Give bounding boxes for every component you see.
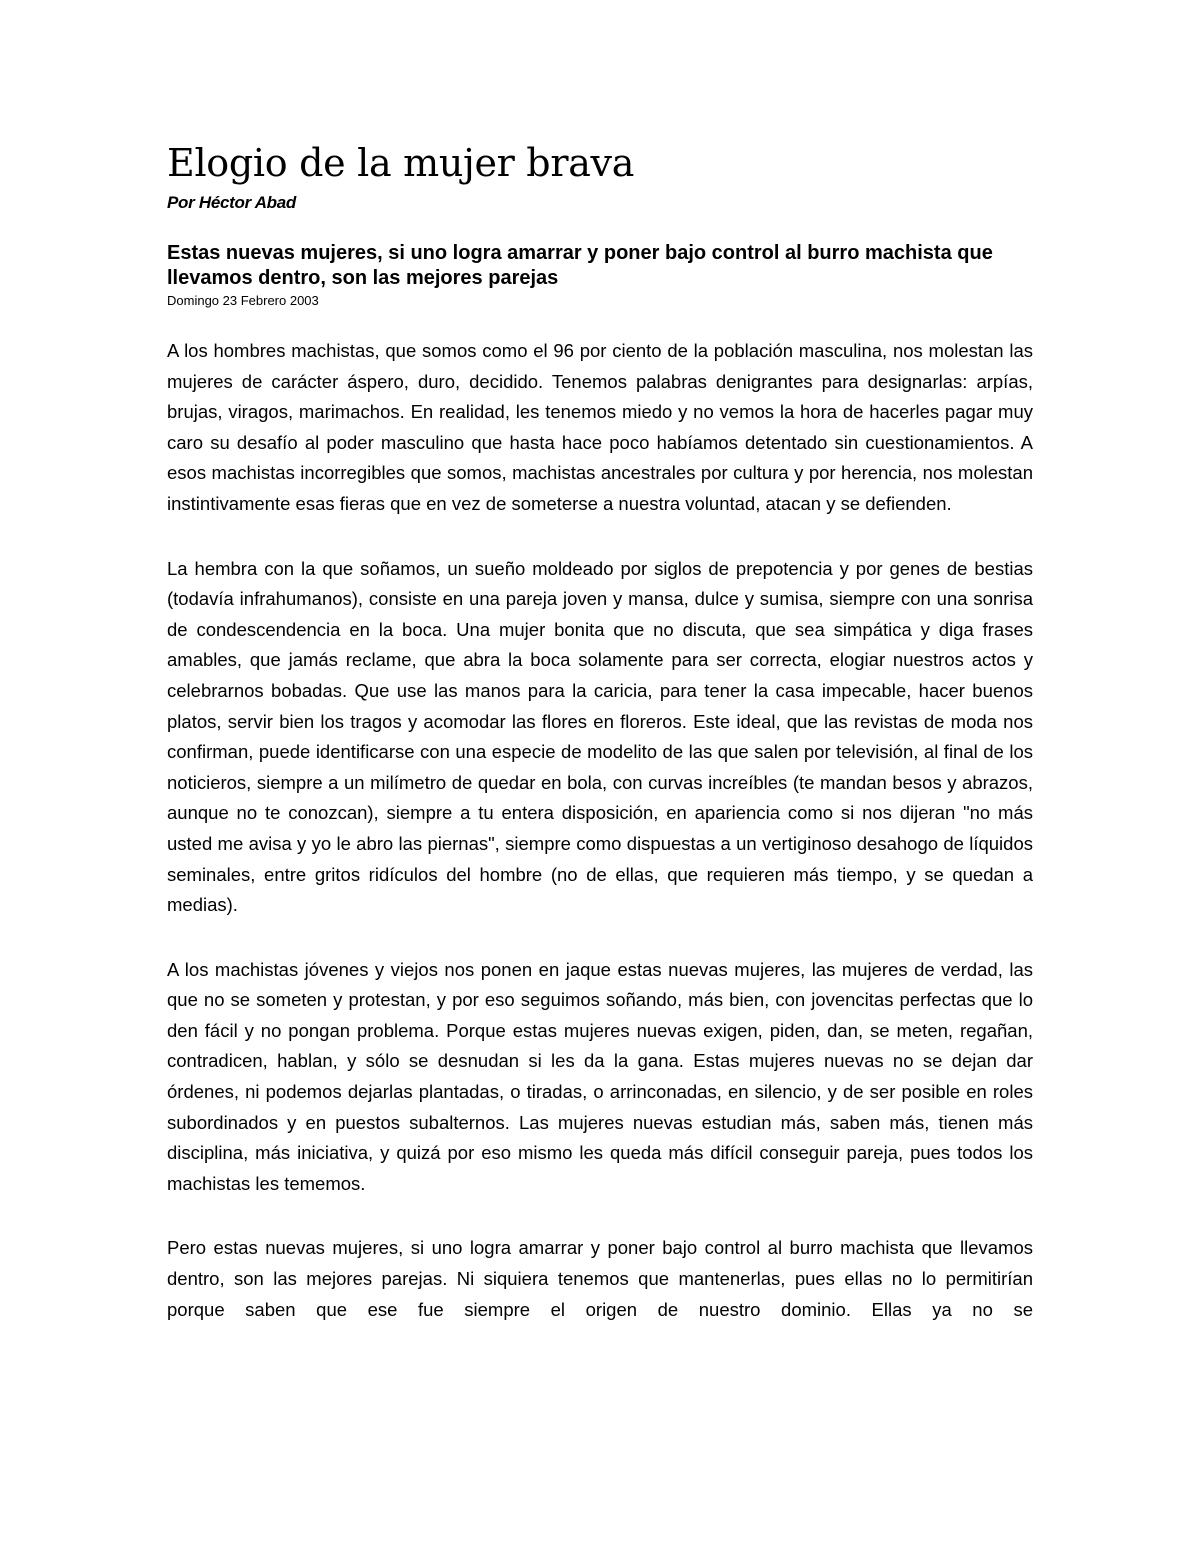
article-subtitle: Estas nuevas mujeres, si uno logra amarrar y poner bajo control al burro machista que llevamos dentro, son las mejores parejas <box>167 242 993 289</box>
document-page <box>167 140 1033 1325</box>
article-title: Elogio de la mujer brava <box>167 141 635 185</box>
paragraph-1: A los hombres machistas, que somos como el 96 por ciento de la población masculina, nos molestan las mujeres de carácter áspero, duro, decidido. Tenemos palabras denigrantes para designarlas: arpías, brujas, viragos, marimachos. En realidad, les tenemos miedo y no vemos la hora de hacerles pagar muy caro su desafío al poder masculino que hasta hace poco habíamos detentado sin cuestionamientos. A esos machistas incorregibles que somos, machistas ancestrales por cultura y por herencia, nos molestan instintivamente esas fieras que en vez de someterse a nuestra voluntad, atacan y se defienden. <box>167 340 1033 514</box>
article-date: Domingo 23 Febrero 2003 <box>167 293 319 308</box>
paragraph-2: La hembra con la que soñamos, un sueño moldeado por siglos de prepotencia y por genes de bestias (todavía infrahumanos), consiste en una pareja joven y mansa, dulce y sumisa, siempre con una sonrisa de condescendencia en la boca. Una mujer bonita que no discuta, que sea simpática y diga frases amables, que jamás reclame, que abra la boca solamente para ser correcta, elogiar nuestros actos y celebrarnos bobadas. Que use las manos para la caricia, para tener la casa impecable, hacer buenos platos, servir bien los tragos y acomodar las flores en floreros. Este ideal, que las revistas de moda nos confirman, puede identificarse con una especie de modelito de las que salen por televisión, al final de los noticieros, siempre a un milímetro de quedar en bola, con curvas increíbles (te mandan besos y abrazos, aunque no te conozcan), siempre a tu entera disposición, en apariencia como si nos dijeran "no más usted me avisa y yo le abro las piernas", siempre como dispuestas a un vertiginoso desahogo de líquidos seminales, entre gritos ridículos del hombre (no de ellas, que requieren más tiempo, y se quedan a medias). <box>167 557 1033 916</box>
paragraph-3: A los machistas jóvenes y viejos nos ponen en jaque estas nuevas mujeres, las mujeres de verdad, las que no se someten y protestan, y por eso seguimos soñando, más bien, con jovencitas perfectas que lo den fácil y no pongan problema. Porque estas mujeres nuevas exigen, piden, dan, se meten, regañan, contradicen, hablan, y sólo se desnudan si les da la gana. Estas mujeres nuevas no se dejan dar órdenes, ni podemos dejarlas plantadas, o tiradas, o arrinconadas, en silencio, y de ser posible en roles subordinados y en puestos subalternos. Las mujeres nuevas estudian más, saben más, tienen más disciplina, más iniciativa, y quizá por eso mismo les queda más difícil conseguir pareja, pues todos los machistas les tememos. <box>167 958 1033 1194</box>
article-byline: Por Héctor Abad <box>167 193 297 212</box>
paragraph-4: Pero estas nuevas mujeres, si uno logra amarrar y poner bajo control al burro machista que llevamos dentro, son las mejores parejas. Ni siquiera tenemos que mantenerlas, pues ellas no lo permitirían porque saben que ese fue siempre el origen de nuestro dominio. Ellas ya no se <box>167 1237 1033 1320</box>
article-body <box>167 336 1033 1325</box>
